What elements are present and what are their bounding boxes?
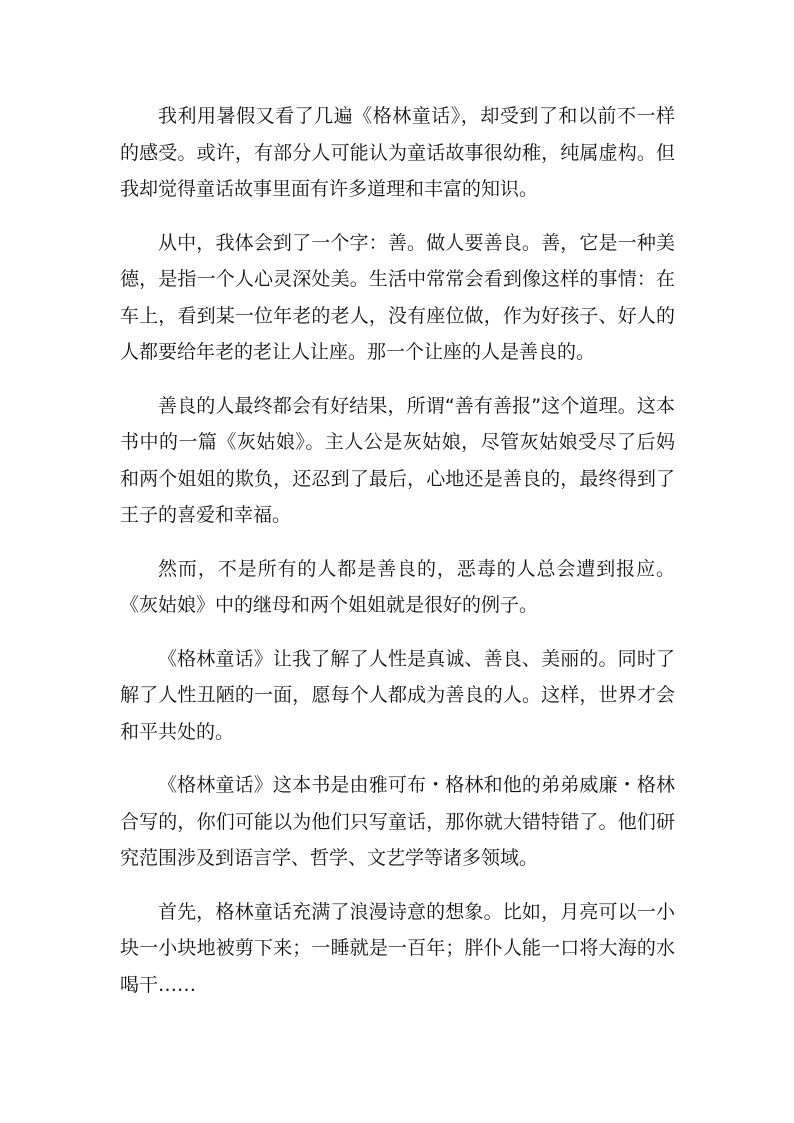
paragraph-4: 然而，不是所有的人都是善良的，恶毒的人总会遭到报应。《灰姑娘》中的继母和两个姐姐就是很好的例子。	[120, 557, 675, 616]
essay-body	[120, 98, 675, 1020]
paragraph-1: 我利用暑假又看了几遍《格林童话》，却受到了和以前不一样的感受。或许，有部分人可能认为童话故事很幼稚，纯属虚构。但我却觉得童话故事里面有许多道理和丰富的知识。	[120, 105, 675, 200]
paragraph-3: 善良的人最终都会有好结果，所谓“善有善报”这个道理。这本书中的一篇《灰姑娘》。主人公是灰姑娘，尽管灰姑娘受尽了后妈和两个姐姐的欺负，还忍到了最后，心地还是善良的，最终得到了王子的喜爱和幸福。	[120, 394, 675, 526]
paragraph-2: 从中，我体会到了一个字：善。做人要善良。善，它是一种美德，是指一个人心灵深处美。生活中常常会看到像这样的事情：在车上，看到某一位年老的老人，没有座位做，作为好孩子、好人的人都要给年老的老让人让座。那一个让座的人是善良的。	[120, 231, 675, 363]
paragraph-5: 《格林童话》让我了解了人性是真诚、善良、美丽的。同时了解了人性丑陋的一面，愿每个人都成为善良的人。这样，世界才会和平共处的。	[120, 647, 675, 743]
paragraph-7: 首先，格林童话充满了浪漫诗意的想象。比如，月亮可以一小块一小块地被剪下来；一睡就是一百年；胖仆人能一口将大海的水喝干……	[120, 900, 675, 996]
paragraph-6: 《格林童话》这本书是由雅可布・格林和他的弟弟威廉・格林合写的，你们可能以为他们只写童话，那你就大错特错了。他们研究范围涉及到语言学、哲学、文艺学等诸多领域。	[120, 774, 675, 869]
